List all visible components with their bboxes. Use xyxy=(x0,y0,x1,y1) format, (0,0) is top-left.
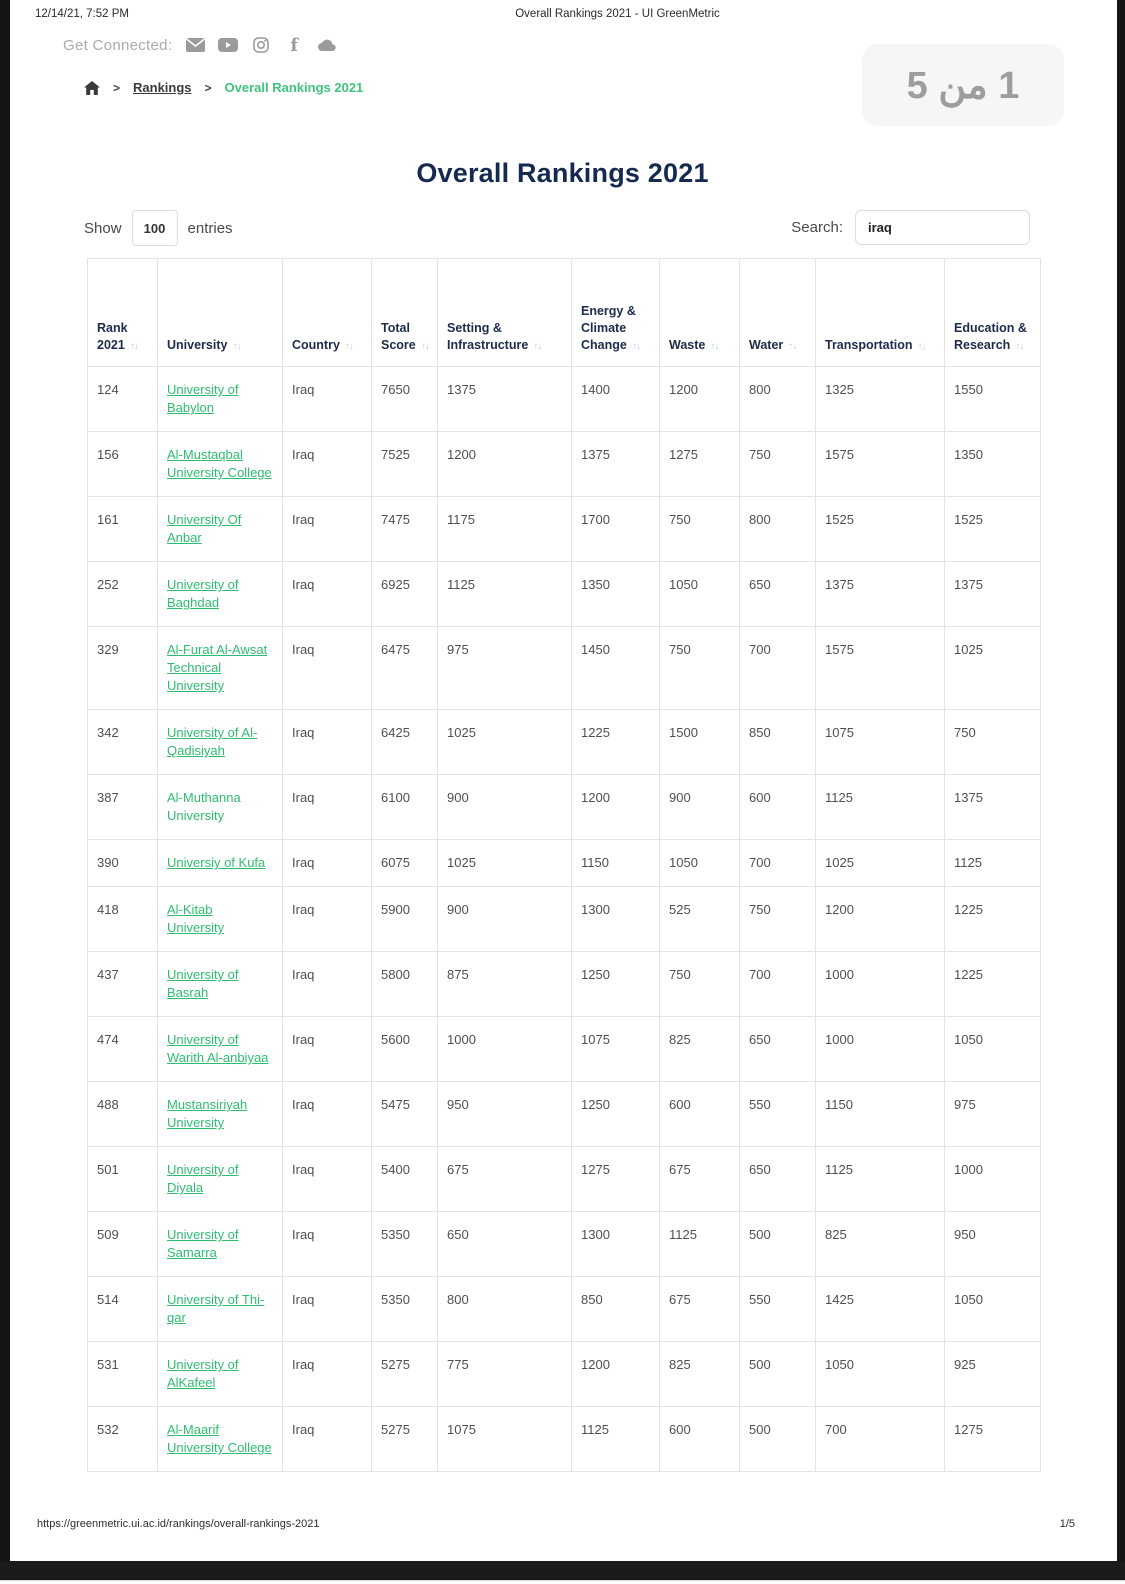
education-research-cell: 950 xyxy=(945,1212,1041,1277)
total-score-cell: 5275 xyxy=(372,1407,438,1472)
rank-cell: 124 xyxy=(88,367,158,432)
table-row xyxy=(88,627,1041,710)
search-input[interactable] xyxy=(855,210,1030,245)
energy-climate-cell: 1250 xyxy=(572,952,660,1017)
university-cell xyxy=(158,1147,283,1212)
setting-infrastructure-cell: 1375 xyxy=(438,367,572,432)
university-cell xyxy=(158,1082,283,1147)
waste-cell: 750 xyxy=(660,627,740,710)
transportation-cell: 1200 xyxy=(816,887,945,952)
transportation-cell: 1000 xyxy=(816,1017,945,1082)
breadcrumb xyxy=(84,80,363,95)
water-cell: 750 xyxy=(740,887,816,952)
energy-climate-cell: 1375 xyxy=(572,432,660,497)
transportation-cell: 825 xyxy=(816,1212,945,1277)
waste-cell: 675 xyxy=(660,1147,740,1212)
table-row xyxy=(88,1407,1041,1472)
get-connected-bar xyxy=(63,36,337,54)
education-research-cell: 1525 xyxy=(945,497,1041,562)
rank-cell: 514 xyxy=(88,1277,158,1342)
university-link[interactable]: University Of Anbar xyxy=(167,512,242,545)
youtube-icon[interactable] xyxy=(218,36,238,54)
table-controls xyxy=(0,210,1125,250)
transportation-cell: 700 xyxy=(816,1407,945,1472)
table-row xyxy=(88,1017,1041,1082)
university-cell xyxy=(158,887,283,952)
energy-climate-cell: 1300 xyxy=(572,1212,660,1277)
total-score-cell: 5800 xyxy=(372,952,438,1017)
table-row xyxy=(88,710,1041,775)
setting-infrastructure-cell: 975 xyxy=(438,627,572,710)
total-score-cell: 5900 xyxy=(372,887,438,952)
bottom-white-strip xyxy=(0,1580,1125,1584)
total-score-cell: 5350 xyxy=(372,1212,438,1277)
rank-cell: 474 xyxy=(88,1017,158,1082)
column-header-education-research[interactable] xyxy=(945,259,1041,367)
education-research-cell: 1025 xyxy=(945,627,1041,710)
education-research-cell: 925 xyxy=(945,1342,1041,1407)
total-score-cell: 5350 xyxy=(372,1277,438,1342)
education-research-cell: 1550 xyxy=(945,367,1041,432)
water-cell: 650 xyxy=(740,1147,816,1212)
country-cell: Iraq xyxy=(283,710,372,775)
university-link[interactable]: University of Babylon xyxy=(167,382,239,415)
energy-climate-cell: 1450 xyxy=(572,627,660,710)
setting-infrastructure-cell: 1025 xyxy=(438,710,572,775)
energy-climate-cell: 1200 xyxy=(572,775,660,840)
waste-cell: 525 xyxy=(660,887,740,952)
sort-arrows-icon[interactable]: ↑↓ xyxy=(420,341,429,352)
water-cell: 500 xyxy=(740,1212,816,1277)
university-link[interactable]: Al-Kitab University xyxy=(167,902,225,935)
waste-cell: 1050 xyxy=(660,840,740,887)
table-row xyxy=(88,840,1041,887)
waste-cell: 750 xyxy=(660,952,740,1017)
transportation-cell: 1375 xyxy=(816,562,945,627)
column-label: Total Score xyxy=(381,321,416,352)
university-link[interactable]: Al-Furat Al-Awsat Technical University xyxy=(167,642,268,693)
education-research-cell: 975 xyxy=(945,1082,1041,1147)
breadcrumb-rankings-link[interactable]: Rankings xyxy=(133,80,192,95)
total-score-cell: 6075 xyxy=(372,840,438,887)
university-cell xyxy=(158,627,283,710)
rank-cell: 161 xyxy=(88,497,158,562)
instagram-icon[interactable] xyxy=(251,36,271,54)
show-label: Show xyxy=(84,219,122,237)
rank-cell: 509 xyxy=(88,1212,158,1277)
waste-cell: 825 xyxy=(660,1017,740,1082)
water-cell: 600 xyxy=(740,775,816,840)
total-score-cell: 6475 xyxy=(372,627,438,710)
rank-cell: 501 xyxy=(88,1147,158,1212)
rank-cell: 387 xyxy=(88,775,158,840)
print-datetime: 12/14/21, 7:52 PM xyxy=(35,8,129,20)
sort-arrows-icon[interactable]: ↑↓ xyxy=(129,341,138,352)
transportation-cell: 1125 xyxy=(816,1147,945,1212)
setting-infrastructure-cell: 1075 xyxy=(438,1407,572,1472)
column-header-energy-climate-change[interactable] xyxy=(572,259,660,367)
country-cell: Iraq xyxy=(283,952,372,1017)
education-research-cell: 1375 xyxy=(945,775,1041,840)
column-label: Education & Research xyxy=(954,321,1027,352)
waste-cell: 1500 xyxy=(660,710,740,775)
university-link[interactable]: Al-Maarif University College xyxy=(167,1422,272,1455)
university-cell xyxy=(158,1017,283,1082)
setting-infrastructure-cell: 900 xyxy=(438,887,572,952)
university-cell xyxy=(158,840,283,887)
total-score-cell: 6425 xyxy=(372,710,438,775)
table-row xyxy=(88,952,1041,1017)
waste-cell: 600 xyxy=(660,1082,740,1147)
table-row xyxy=(88,497,1041,562)
setting-infrastructure-cell: 875 xyxy=(438,952,572,1017)
university-link[interactable]: University of AlKafeel xyxy=(167,1357,239,1390)
water-cell: 500 xyxy=(740,1407,816,1472)
country-cell: Iraq xyxy=(283,1017,372,1082)
total-score-cell: 7475 xyxy=(372,497,438,562)
rank-cell: 488 xyxy=(88,1082,158,1147)
energy-climate-cell: 1125 xyxy=(572,1407,660,1472)
table-row xyxy=(88,1277,1041,1342)
setting-infrastructure-cell: 675 xyxy=(438,1147,572,1212)
energy-climate-cell: 1700 xyxy=(572,497,660,562)
column-header-rank-2021[interactable] xyxy=(88,259,158,367)
email-icon[interactable] xyxy=(185,36,205,54)
university-link[interactable]: Al-Muthanna University xyxy=(167,790,241,823)
waste-cell: 1200 xyxy=(660,367,740,432)
transportation-cell: 1075 xyxy=(816,710,945,775)
education-research-cell: 1050 xyxy=(945,1017,1041,1082)
column-header-total-score[interactable] xyxy=(372,259,438,367)
breadcrumb-current-page[interactable]: Overall Rankings 2021 xyxy=(224,80,364,95)
country-cell: Iraq xyxy=(283,497,372,562)
energy-climate-cell: 1300 xyxy=(572,887,660,952)
university-link[interactable]: University of Diyala xyxy=(167,1162,239,1195)
rank-cell: 418 xyxy=(88,887,158,952)
university-cell xyxy=(158,775,283,840)
university-link[interactable]: Al-Mustaqbal University College xyxy=(167,447,272,480)
facebook-icon[interactable]: f xyxy=(290,34,299,56)
university-link[interactable]: University of Al-Qadisiyah xyxy=(167,725,258,758)
sort-arrows-icon[interactable]: ↑↓ xyxy=(710,341,719,352)
sort-arrows-icon[interactable]: ↑↓ xyxy=(1015,341,1024,352)
show-entries-group xyxy=(84,210,233,246)
home-icon[interactable] xyxy=(84,81,100,95)
sort-arrows-icon[interactable]: ↑↓ xyxy=(344,341,353,352)
water-cell: 800 xyxy=(740,497,816,562)
sort-arrows-icon[interactable]: ↑↓ xyxy=(533,341,542,352)
waste-cell: 750 xyxy=(660,497,740,562)
column-label: Water xyxy=(749,338,784,352)
total-score-cell: 5400 xyxy=(372,1147,438,1212)
total-score-cell: 7525 xyxy=(372,432,438,497)
water-cell: 550 xyxy=(740,1277,816,1342)
sort-arrows-icon[interactable]: ↑↓ xyxy=(788,341,797,352)
table-row xyxy=(88,432,1041,497)
rank-cell: 329 xyxy=(88,627,158,710)
education-research-cell: 1350 xyxy=(945,432,1041,497)
energy-climate-cell: 1275 xyxy=(572,1147,660,1212)
water-cell: 750 xyxy=(740,432,816,497)
setting-infrastructure-cell: 900 xyxy=(438,775,572,840)
energy-climate-cell: 1200 xyxy=(572,1342,660,1407)
table-row xyxy=(88,562,1041,627)
column-label: University xyxy=(167,338,228,352)
university-cell xyxy=(158,952,283,1017)
university-link[interactable]: University of Warith Al-anbiyaa xyxy=(167,1032,269,1065)
waste-cell: 1050 xyxy=(660,562,740,627)
transportation-cell: 1000 xyxy=(816,952,945,1017)
energy-climate-cell: 1250 xyxy=(572,1082,660,1147)
setting-infrastructure-cell: 950 xyxy=(438,1082,572,1147)
transportation-cell: 1325 xyxy=(816,367,945,432)
column-header-waste[interactable] xyxy=(660,259,740,367)
water-cell: 700 xyxy=(740,627,816,710)
rank-cell: 342 xyxy=(88,710,158,775)
energy-climate-cell: 1150 xyxy=(572,840,660,887)
country-cell: Iraq xyxy=(283,627,372,710)
table-row xyxy=(88,367,1041,432)
column-label: Transportation xyxy=(825,338,913,352)
entries-label: entries xyxy=(187,219,233,237)
water-cell: 700 xyxy=(740,840,816,887)
university-cell xyxy=(158,432,283,497)
water-cell: 850 xyxy=(740,710,816,775)
university-link[interactable]: University of Basrah xyxy=(167,967,239,1000)
country-cell: Iraq xyxy=(283,1147,372,1212)
university-link[interactable]: Mustansiriyah University xyxy=(167,1097,248,1130)
water-cell: 550 xyxy=(740,1082,816,1147)
page-number-badge: 1 من 5 xyxy=(862,44,1064,126)
total-score-cell: 5475 xyxy=(372,1082,438,1147)
table-row xyxy=(88,1342,1041,1407)
rank-cell: 437 xyxy=(88,952,158,1017)
sort-arrows-icon[interactable]: ↑↓ xyxy=(917,341,926,352)
setting-infrastructure-cell: 1125 xyxy=(438,562,572,627)
column-header-transportation[interactable] xyxy=(816,259,945,367)
university-cell xyxy=(158,710,283,775)
total-score-cell: 7650 xyxy=(372,367,438,432)
country-cell: Iraq xyxy=(283,887,372,952)
waste-cell: 600 xyxy=(660,1407,740,1472)
setting-infrastructure-cell: 800 xyxy=(438,1277,572,1342)
education-research-cell: 1225 xyxy=(945,952,1041,1017)
education-research-cell: 1225 xyxy=(945,887,1041,952)
waste-cell: 825 xyxy=(660,1342,740,1407)
footer-page-number: 1/5 xyxy=(1059,1518,1075,1530)
rankings-table xyxy=(87,258,1041,1472)
university-cell xyxy=(158,1342,283,1407)
column-header-setting-infrastructure[interactable] xyxy=(438,259,572,367)
transportation-cell: 1575 xyxy=(816,432,945,497)
country-cell: Iraq xyxy=(283,1342,372,1407)
setting-infrastructure-cell: 650 xyxy=(438,1212,572,1277)
transportation-cell: 1425 xyxy=(816,1277,945,1342)
table-row xyxy=(88,1082,1041,1147)
country-cell: Iraq xyxy=(283,1212,372,1277)
get-connected-label: Get Connected: xyxy=(63,36,173,54)
country-cell: Iraq xyxy=(283,1082,372,1147)
table-header xyxy=(88,259,1041,367)
university-link[interactable]: University of Baghdad xyxy=(167,577,239,610)
setting-infrastructure-cell: 1025 xyxy=(438,840,572,887)
rank-cell: 252 xyxy=(88,562,158,627)
setting-infrastructure-cell: 1175 xyxy=(438,497,572,562)
water-cell: 700 xyxy=(740,952,816,1017)
university-link[interactable]: University of Samarra xyxy=(167,1227,239,1260)
waste-cell: 675 xyxy=(660,1277,740,1342)
university-cell xyxy=(158,497,283,562)
sort-arrows-icon[interactable]: ↑↓ xyxy=(631,341,640,352)
chevron-right-icon: > xyxy=(204,80,212,95)
university-cell xyxy=(158,1212,283,1277)
energy-climate-cell: 1075 xyxy=(572,1017,660,1082)
university-link[interactable]: University of Thi-qar xyxy=(167,1292,265,1325)
setting-infrastructure-cell: 1200 xyxy=(438,432,572,497)
bottom-black-bar xyxy=(0,1561,1125,1580)
column-header-university[interactable] xyxy=(158,259,283,367)
sort-arrows-icon[interactable]: ↑↓ xyxy=(232,341,241,352)
water-cell: 800 xyxy=(740,367,816,432)
column-header-country[interactable] xyxy=(283,259,372,367)
column-label: Setting & Infrastructure xyxy=(447,321,529,352)
transportation-cell: 1575 xyxy=(816,627,945,710)
rank-cell: 532 xyxy=(88,1407,158,1472)
transportation-cell: 1025 xyxy=(816,840,945,887)
energy-climate-cell: 1350 xyxy=(572,562,660,627)
footer-url: https://greenmetric.ui.ac.id/rankings/overall-rankings-2021 xyxy=(37,1518,320,1530)
education-research-cell: 1050 xyxy=(945,1277,1041,1342)
entries-select[interactable]: 100 xyxy=(132,210,178,246)
country-cell: Iraq xyxy=(283,840,372,887)
setting-infrastructure-cell: 1000 xyxy=(438,1017,572,1082)
water-cell: 650 xyxy=(740,562,816,627)
university-cell xyxy=(158,367,283,432)
transportation-cell: 1050 xyxy=(816,1342,945,1407)
country-cell: Iraq xyxy=(283,432,372,497)
water-cell: 650 xyxy=(740,1017,816,1082)
column-header-water[interactable] xyxy=(740,259,816,367)
search-label: Search: xyxy=(791,219,843,236)
column-label: Country xyxy=(292,338,340,352)
transportation-cell: 1525 xyxy=(816,497,945,562)
university-cell xyxy=(158,562,283,627)
education-research-cell: 1000 xyxy=(945,1147,1041,1212)
university-cell xyxy=(158,1277,283,1342)
rank-cell: 156 xyxy=(88,432,158,497)
search-group xyxy=(791,210,1030,245)
total-score-cell: 6100 xyxy=(372,775,438,840)
column-label: Rank 2021 xyxy=(97,321,128,352)
total-score-cell: 5275 xyxy=(372,1342,438,1407)
education-research-cell: 1125 xyxy=(945,840,1041,887)
cloud-icon[interactable] xyxy=(317,36,337,54)
education-research-cell: 750 xyxy=(945,710,1041,775)
chevron-right-icon: > xyxy=(113,80,121,95)
education-research-cell: 1375 xyxy=(945,562,1041,627)
table-row xyxy=(88,1212,1041,1277)
country-cell: Iraq xyxy=(283,1407,372,1472)
energy-climate-cell: 850 xyxy=(572,1277,660,1342)
energy-climate-cell: 1225 xyxy=(572,710,660,775)
energy-climate-cell: 1400 xyxy=(572,367,660,432)
water-cell: 500 xyxy=(740,1342,816,1407)
total-score-cell: 5600 xyxy=(372,1017,438,1082)
table-row xyxy=(88,775,1041,840)
waste-cell: 900 xyxy=(660,775,740,840)
page-title: Overall Rankings 2021 xyxy=(416,158,709,188)
transportation-cell: 1150 xyxy=(816,1082,945,1147)
table-row xyxy=(88,1147,1041,1212)
column-label: Energy & Climate Change xyxy=(581,304,636,352)
country-cell: Iraq xyxy=(283,367,372,432)
total-score-cell: 6925 xyxy=(372,562,438,627)
table-row xyxy=(88,887,1041,952)
rank-cell: 390 xyxy=(88,840,158,887)
transportation-cell: 1125 xyxy=(816,775,945,840)
country-cell: Iraq xyxy=(283,1277,372,1342)
university-link[interactable]: Universiy of Kufa xyxy=(167,855,266,870)
university-cell xyxy=(158,1407,283,1472)
print-doc-title: Overall Rankings 2021 - UI GreenMetric xyxy=(515,8,720,20)
country-cell: Iraq xyxy=(283,775,372,840)
country-cell: Iraq xyxy=(283,562,372,627)
column-label: Waste xyxy=(669,338,706,352)
waste-cell: 1125 xyxy=(660,1212,740,1277)
rank-cell: 531 xyxy=(88,1342,158,1407)
setting-infrastructure-cell: 775 xyxy=(438,1342,572,1407)
education-research-cell: 1275 xyxy=(945,1407,1041,1472)
waste-cell: 1275 xyxy=(660,432,740,497)
